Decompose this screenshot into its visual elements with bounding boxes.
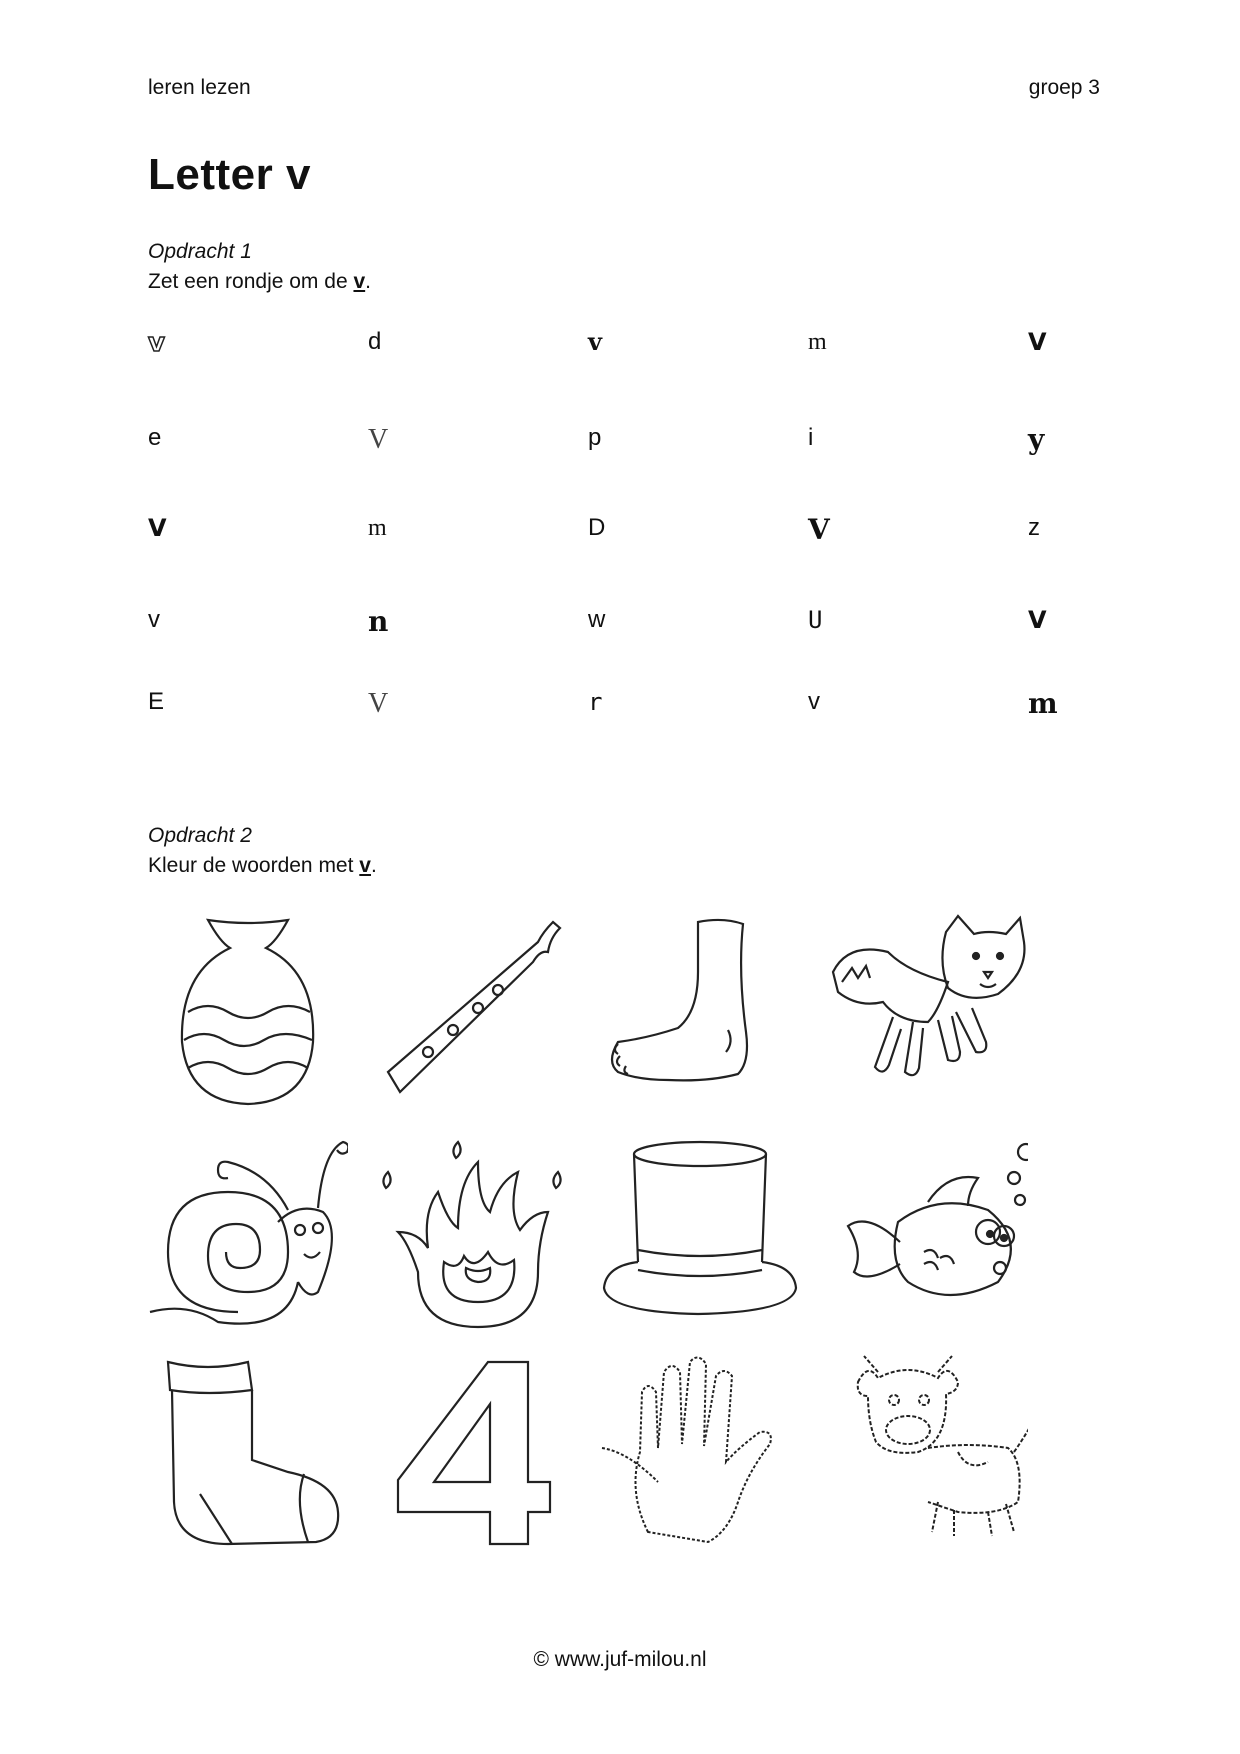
grid-letter[interactable]: v bbox=[148, 606, 160, 633]
grid-letter[interactable]: U bbox=[808, 606, 823, 634]
task2-instruction bbox=[148, 854, 377, 878]
grid-letter[interactable]: y bbox=[1028, 423, 1045, 456]
grid-letter[interactable]: m bbox=[368, 515, 387, 541]
grid-letter[interactable]: m bbox=[1028, 687, 1058, 720]
fire-icon[interactable] bbox=[378, 1132, 578, 1332]
grid-letter[interactable]: v bbox=[148, 328, 165, 358]
hand-icon[interactable] bbox=[598, 1352, 798, 1552]
grid-letter[interactable]: n bbox=[368, 605, 389, 638]
top-hat-icon[interactable] bbox=[598, 1132, 798, 1332]
picture-grid bbox=[148, 912, 1100, 1572]
grid-letter[interactable]: V bbox=[1028, 328, 1047, 356]
grid-letter[interactable]: D bbox=[588, 514, 606, 541]
grid-letter[interactable]: v bbox=[808, 688, 820, 715]
fox-icon[interactable] bbox=[828, 912, 1028, 1112]
task2-label: Opdracht 2 bbox=[148, 824, 252, 847]
grid-letter[interactable]: V bbox=[368, 424, 389, 455]
grid-letter[interactable]: V bbox=[148, 514, 167, 542]
number-four-icon[interactable] bbox=[378, 1352, 578, 1552]
grid-letter[interactable]: E bbox=[148, 688, 165, 715]
task2-highlight: v bbox=[359, 854, 371, 877]
task1-label: Opdracht 1 bbox=[148, 240, 252, 263]
grid-letter[interactable]: d bbox=[368, 328, 382, 355]
grid-letter[interactable]: i bbox=[808, 424, 814, 451]
header-right: groep 3 bbox=[1028, 76, 1100, 99]
sock-icon[interactable] bbox=[148, 1352, 348, 1552]
fish-icon[interactable] bbox=[828, 1132, 1028, 1332]
header-left: leren lezen bbox=[148, 76, 251, 99]
cow-icon[interactable] bbox=[828, 1352, 1028, 1552]
copyright-footer: © www.juf-milou.nl bbox=[533, 1648, 707, 1671]
grid-letter[interactable]: m bbox=[808, 329, 827, 355]
vase-icon[interactable] bbox=[148, 912, 348, 1112]
grid-letter[interactable]: p bbox=[588, 424, 602, 451]
grid-letter[interactable]: V bbox=[808, 513, 830, 546]
grid-letter[interactable]: w bbox=[588, 606, 606, 633]
grid-letter[interactable]: r bbox=[588, 688, 603, 716]
task1-highlight: v bbox=[353, 270, 366, 293]
task1-instruction bbox=[148, 270, 371, 294]
grid-letter[interactable]: v bbox=[588, 327, 602, 356]
page-title: Letter v bbox=[148, 150, 311, 199]
task2-text-end: . bbox=[370, 854, 377, 877]
flute-icon[interactable] bbox=[378, 912, 578, 1112]
task1-text-end: . bbox=[365, 270, 371, 293]
grid-letter[interactable]: V bbox=[1028, 606, 1047, 634]
task1-text: Zet een rondje om de bbox=[148, 270, 354, 293]
task2-text: Kleur de woorden met bbox=[148, 854, 360, 877]
foot-icon[interactable] bbox=[598, 912, 798, 1112]
grid-letter[interactable]: e bbox=[148, 424, 162, 451]
grid-letter[interactable]: V bbox=[368, 688, 389, 719]
grid-letter[interactable]: z bbox=[1028, 514, 1040, 541]
snail-icon[interactable] bbox=[148, 1132, 348, 1332]
